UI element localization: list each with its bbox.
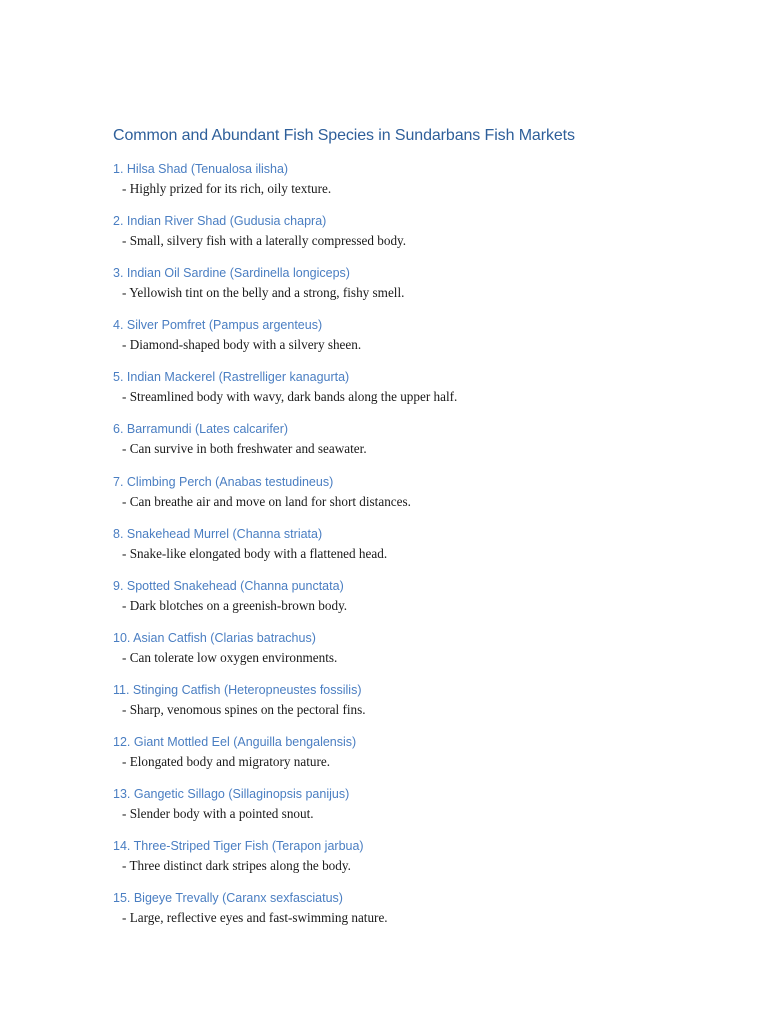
list-item bbox=[113, 159, 733, 211]
fish-species-list bbox=[113, 159, 733, 940]
list-item bbox=[113, 628, 733, 680]
list-item bbox=[113, 211, 733, 263]
list-item bbox=[113, 732, 733, 784]
species-heading: 12. Giant Mottled Eel (Anguilla bengalensis) bbox=[113, 735, 357, 750]
species-description: - Small, silvery fish with a laterally compressed body. bbox=[122, 233, 407, 249]
species-heading: 13. Gangetic Sillago (Sillaginopsis panijus) bbox=[113, 787, 350, 802]
list-item bbox=[113, 888, 733, 940]
species-heading: 11. Stinging Catfish (Heteropneustes fossilis) bbox=[113, 682, 362, 697]
species-description: - Yellowish tint on the belly and a strong, fishy smell. bbox=[122, 285, 405, 301]
species-heading: 6. Barramundi (Lates calcarifer) bbox=[113, 422, 289, 437]
species-heading: 8. Snakehead Murrel (Channa striata) bbox=[113, 526, 323, 541]
species-heading: 14. Three-Striped Tiger Fish (Terapon jarbua) bbox=[113, 839, 364, 854]
species-description: - Large, reflective eyes and fast-swimming nature. bbox=[122, 910, 388, 926]
species-description: - Dark blotches on a greenish-brown body. bbox=[122, 597, 348, 613]
species-description: - Can tolerate low oxygen environments. bbox=[122, 649, 338, 665]
list-item bbox=[113, 419, 733, 471]
species-description: - Can survive in both freshwater and seawater. bbox=[122, 441, 367, 457]
species-description: - Elongated body and migratory nature. bbox=[122, 754, 331, 770]
species-heading: 9. Spotted Snakehead (Channa punctata) bbox=[113, 578, 344, 593]
list-item bbox=[113, 784, 733, 836]
species-heading: 2. Indian River Shad (Gudusia chapra) bbox=[113, 214, 327, 229]
species-description: - Streamlined body with wavy, dark bands along the upper half. bbox=[122, 389, 458, 405]
document-page bbox=[113, 124, 733, 940]
list-item bbox=[113, 680, 733, 732]
species-description: - Diamond-shaped body with a silvery sheen. bbox=[122, 337, 362, 353]
species-description: - Slender body with a pointed snout. bbox=[122, 806, 314, 822]
species-description: - Three distinct dark stripes along the body. bbox=[122, 858, 351, 874]
species-description: - Highly prized for its rich, oily texture. bbox=[122, 181, 332, 196]
page-title: Common and Abundant Fish Species in Sundarbans Fish Markets bbox=[113, 127, 575, 144]
list-item bbox=[113, 315, 733, 367]
species-heading: 15. Bigeye Trevally (Caranx sexfasciatus) bbox=[113, 891, 343, 906]
species-heading: 7. Climbing Perch (Anabas testudineus) bbox=[113, 474, 334, 489]
species-heading: 5. Indian Mackerel (Rastrelliger kanagurta) bbox=[113, 370, 350, 385]
list-item bbox=[113, 576, 733, 628]
species-heading: 3. Indian Oil Sardine (Sardinella longiceps) bbox=[113, 266, 350, 281]
list-item bbox=[113, 836, 733, 888]
list-item bbox=[113, 263, 733, 315]
species-heading: 10. Asian Catfish (Clarias batrachus) bbox=[113, 630, 316, 645]
species-heading: 1. Hilsa Shad (Tenualosa ilisha) bbox=[113, 162, 289, 176]
species-heading: 4. Silver Pomfret (Pampus argenteus) bbox=[113, 318, 323, 333]
species-description: - Can breathe air and move on land for short distances. bbox=[122, 493, 411, 509]
list-item bbox=[113, 367, 733, 419]
species-description: - Snake-like elongated body with a flattened head. bbox=[122, 545, 388, 561]
species-description: - Sharp, venomous spines on the pectoral fins. bbox=[122, 701, 366, 717]
list-item bbox=[113, 524, 733, 576]
list-item bbox=[113, 472, 733, 524]
